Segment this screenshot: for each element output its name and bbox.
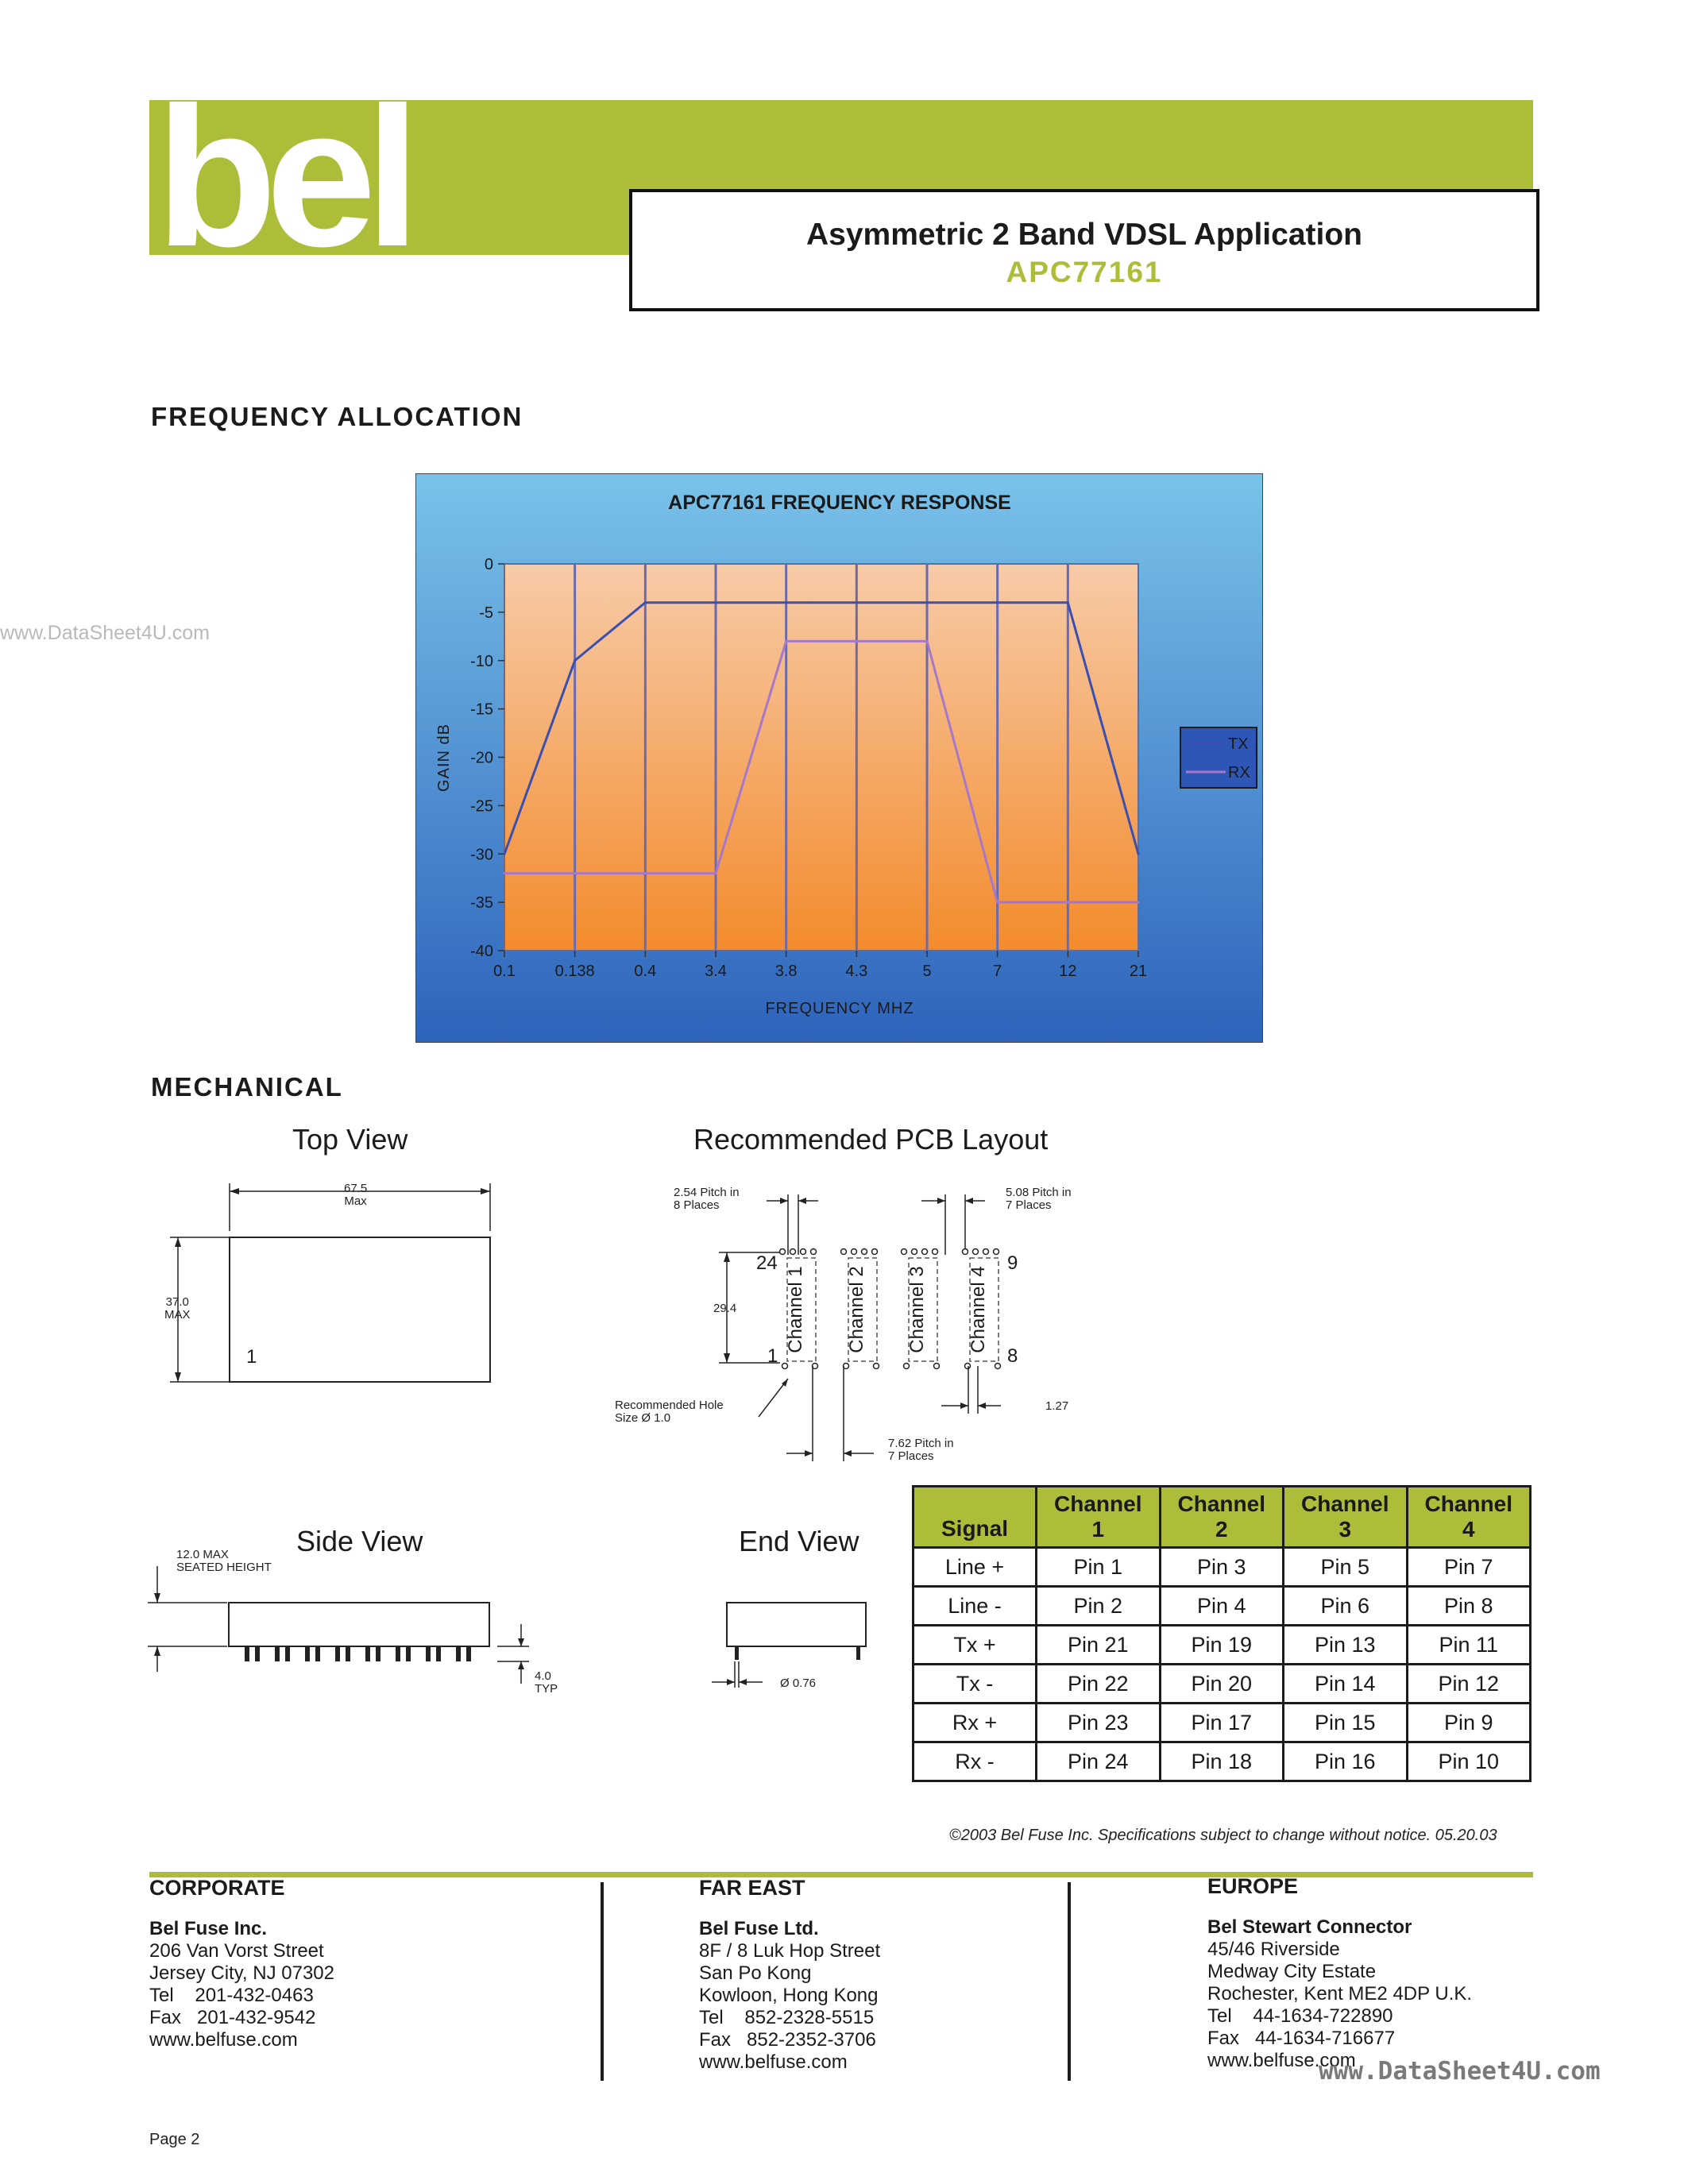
y-tick-label: 0 bbox=[484, 556, 493, 573]
pin-table-header bbox=[914, 1487, 1531, 1548]
x-tick-label: 7 bbox=[993, 963, 1002, 980]
pin-cell: Pin 22 bbox=[1037, 1665, 1161, 1704]
corporate-line: 206 Van Vorst Street bbox=[149, 1940, 324, 1962]
x-tick-label: 3.4 bbox=[705, 963, 727, 980]
data-point-rx bbox=[504, 872, 506, 874]
part-number: APC77161 bbox=[1006, 256, 1163, 288]
side-lead bbox=[346, 1646, 350, 1661]
pin-cell: Pin 8 bbox=[1407, 1587, 1531, 1626]
y-axis-label: GAIN dB bbox=[435, 723, 453, 792]
pcb-hole bbox=[973, 1249, 979, 1255]
table-row bbox=[914, 1626, 1531, 1665]
footer-divider-1 bbox=[601, 1882, 604, 2081]
pin-cell: Pin 15 bbox=[1284, 1704, 1408, 1742]
y-tick-label: -25 bbox=[470, 797, 493, 816]
pcb-hole bbox=[862, 1249, 867, 1255]
pcb-hole bbox=[801, 1249, 806, 1255]
data-point-rx bbox=[644, 872, 647, 874]
signal-cell: Rx + bbox=[914, 1704, 1037, 1742]
pcb-channel-label: Channel 3 bbox=[906, 1266, 928, 1353]
pcb-channel-module bbox=[780, 1249, 818, 1369]
data-point-rx bbox=[715, 872, 717, 874]
pcb-hole bbox=[904, 1364, 910, 1369]
pin-cell: Pin 12 bbox=[1407, 1665, 1531, 1704]
top-pin1-label: 1 bbox=[246, 1346, 257, 1368]
pcb-channel-module bbox=[902, 1249, 940, 1369]
signal-cell: Line - bbox=[914, 1587, 1037, 1626]
corporate-line: Jersey City, NJ 07302 bbox=[149, 1962, 334, 1984]
section-mechanical: MECHANICAL bbox=[151, 1072, 343, 1102]
fareast-line: Kowloon, Hong Kong bbox=[699, 1985, 879, 2006]
footer-divider-2 bbox=[1068, 1882, 1071, 2081]
fareast-tel: Tel 852-2328-5515 bbox=[699, 2007, 875, 2028]
pcb-pin-24: 24 bbox=[756, 1252, 778, 1274]
legend-tx-label: TX bbox=[1228, 735, 1249, 753]
legend bbox=[1180, 727, 1257, 788]
y-tick-label: -40 bbox=[470, 943, 493, 960]
side-lead bbox=[365, 1646, 370, 1661]
data-point-rx bbox=[574, 872, 576, 874]
x-tick-label: 0.138 bbox=[554, 963, 595, 980]
signal-cell: Line + bbox=[914, 1548, 1037, 1587]
pcb-pitch-left: 2.54 Pitch in 8 Places bbox=[674, 1186, 740, 1212]
footer-europe bbox=[1207, 1871, 1472, 2072]
pin-cell: Pin 3 bbox=[1160, 1548, 1284, 1587]
x-tick-label: 5 bbox=[922, 963, 932, 980]
side-lead bbox=[376, 1646, 380, 1661]
table-row bbox=[914, 1704, 1531, 1742]
side-lead bbox=[456, 1646, 461, 1661]
pin-cell: Pin 19 bbox=[1160, 1626, 1284, 1665]
pcb-pitch-right: 5.08 Pitch in 7 Places bbox=[1006, 1186, 1072, 1212]
data-point-rx bbox=[1067, 901, 1069, 904]
end-view-body bbox=[727, 1603, 866, 1646]
data-point-tx bbox=[996, 601, 999, 604]
data-point-tx bbox=[1067, 601, 1069, 604]
table-row bbox=[914, 1665, 1531, 1704]
side-lead bbox=[466, 1646, 471, 1661]
pcb-hole bbox=[874, 1364, 879, 1369]
europe-line: 45/46 Riverside bbox=[1207, 1939, 1340, 1960]
fareast-fax: Fax 852-2352-3706 bbox=[699, 2029, 876, 2051]
side-height-dim: 12.0 MAX SEATED HEIGHT bbox=[176, 1548, 272, 1574]
pcb-pitch-bottom: 7.62 Pitch in 7 Places bbox=[888, 1437, 954, 1463]
y-tick-label: -10 bbox=[470, 652, 493, 670]
europe-line: Medway City Estate bbox=[1207, 1961, 1377, 1982]
data-point-tx bbox=[785, 601, 787, 604]
pcb-hole-note: Recommended Hole Size Ø 1.0 bbox=[615, 1399, 724, 1425]
side-lead bbox=[275, 1646, 280, 1661]
pin-cell: Pin 4 bbox=[1160, 1587, 1284, 1626]
top-view-drawing bbox=[159, 1175, 500, 1398]
europe-company: Bel Stewart Connector bbox=[1207, 1916, 1412, 1938]
table-row bbox=[914, 1587, 1531, 1626]
pcb-offset-dim: 1.27 bbox=[1045, 1399, 1069, 1413]
x-axis-label: FREQUENCY MHZ bbox=[765, 1000, 914, 1017]
pcb-hole bbox=[852, 1249, 857, 1255]
y-tick-label: -30 bbox=[470, 846, 493, 864]
pcb-hole bbox=[934, 1364, 940, 1369]
data-point-tx bbox=[715, 601, 717, 604]
side-lead bbox=[285, 1646, 290, 1661]
pcb-hole bbox=[790, 1249, 796, 1255]
pcb-hole bbox=[872, 1249, 878, 1255]
pcb-title: Recommended PCB Layout bbox=[693, 1123, 1049, 1156]
pcb-hole bbox=[963, 1249, 968, 1255]
data-point-tx bbox=[504, 853, 506, 855]
x-tick-label: 21 bbox=[1129, 963, 1148, 980]
pcb-hole bbox=[841, 1249, 847, 1255]
pcb-hole bbox=[782, 1364, 788, 1369]
chart-title: APC77161 FREQUENCY RESPONSE bbox=[668, 492, 1011, 514]
side-lead bbox=[255, 1646, 260, 1661]
side-lead bbox=[305, 1646, 310, 1661]
pcb-channel-label: Channel 2 bbox=[846, 1266, 867, 1353]
pin-cell: Pin 11 bbox=[1407, 1626, 1531, 1665]
pcb-hole bbox=[902, 1249, 907, 1255]
header-channel-1: Channel 1 bbox=[1037, 1487, 1161, 1548]
pcb-channel-module bbox=[841, 1249, 879, 1369]
side-view-drawing bbox=[148, 1557, 545, 1700]
x-tick-label: 0.1 bbox=[493, 963, 516, 980]
frequency-chart bbox=[415, 473, 1263, 1043]
pcb-pin-9: 9 bbox=[1007, 1252, 1018, 1274]
pcb-hole bbox=[780, 1249, 786, 1255]
pin-cell: Pin 10 bbox=[1407, 1742, 1531, 1781]
fareast-line: San Po Kong bbox=[699, 1962, 812, 1984]
signal-cell: Rx - bbox=[914, 1742, 1037, 1781]
pin-cell: Pin 18 bbox=[1160, 1742, 1284, 1781]
page-number: Page 2 bbox=[149, 2131, 200, 2148]
data-point-tx bbox=[1138, 853, 1140, 855]
end-view-title: End View bbox=[739, 1525, 859, 1557]
europe-line: Rochester, Kent ME2 4DP U.K. bbox=[1207, 1983, 1473, 2005]
fareast-company: Bel Fuse Ltd. bbox=[699, 1918, 819, 1939]
pin-cell: Pin 1 bbox=[1037, 1548, 1161, 1587]
data-point-tx bbox=[856, 601, 858, 604]
corporate-tel: Tel 201-432-0463 bbox=[149, 1985, 314, 2006]
y-tick-label: -5 bbox=[479, 604, 493, 622]
pin-cell: Pin 16 bbox=[1284, 1742, 1408, 1781]
pcb-layout-drawing bbox=[604, 1175, 1096, 1477]
signal-cell: Tx + bbox=[914, 1626, 1037, 1665]
fareast-url[interactable]: www.belfuse.com bbox=[699, 2051, 848, 2073]
pin-table bbox=[912, 1485, 1532, 1782]
y-tick-label: -15 bbox=[470, 700, 493, 719]
corporate-company: Bel Fuse Inc. bbox=[149, 1918, 268, 1939]
watermark-left: www.DataSheet4U.com bbox=[0, 622, 211, 644]
bel-logo bbox=[149, 100, 626, 255]
side-lead bbox=[426, 1646, 431, 1661]
y-tick-label: -35 bbox=[470, 894, 493, 913]
data-point-rx bbox=[926, 640, 929, 642]
legend-rx-label: RX bbox=[1228, 764, 1250, 781]
side-lead bbox=[396, 1646, 400, 1661]
fareast-line: 8F / 8 Luk Hop Street bbox=[699, 1940, 881, 1962]
corporate-url[interactable]: www.belfuse.com bbox=[149, 2029, 298, 2051]
data-point-tx bbox=[574, 659, 576, 662]
data-point-rx bbox=[996, 901, 999, 904]
header-channel-4: Channel 4 bbox=[1407, 1487, 1531, 1548]
side-lead bbox=[245, 1646, 249, 1661]
pcb-channel-label: Channel 1 bbox=[785, 1266, 806, 1353]
pin-cell: Pin 14 bbox=[1284, 1665, 1408, 1704]
top-height-dim: 37.0 MAX bbox=[164, 1295, 191, 1322]
section-frequency: FREQUENCY ALLOCATION bbox=[151, 402, 523, 431]
pcb-channel-label: Channel 4 bbox=[968, 1266, 989, 1353]
europe-tel: Tel 44-1634-722890 bbox=[1207, 2005, 1393, 2027]
data-point-tx bbox=[926, 601, 929, 604]
pin-cell: Pin 21 bbox=[1037, 1626, 1161, 1665]
europe-heading: EUROPE bbox=[1207, 1874, 1299, 1898]
europe-url[interactable]: www.belfuse.com bbox=[1207, 2050, 1356, 2071]
pcb-hole bbox=[922, 1249, 928, 1255]
fareast-heading: FAR EAST bbox=[699, 1876, 805, 1900]
pin-cell: Pin 2 bbox=[1037, 1587, 1161, 1626]
data-point-rx bbox=[785, 640, 787, 642]
side-lead bbox=[436, 1646, 441, 1661]
data-point-rx bbox=[856, 640, 858, 642]
pin-cell: Pin 6 bbox=[1284, 1587, 1408, 1626]
pcb-pin-8: 8 bbox=[1007, 1345, 1018, 1367]
x-tick-label: 12 bbox=[1059, 963, 1077, 980]
watermark-bottom: www.DataSheet4U.com bbox=[1319, 2057, 1601, 2086]
pcb-hole bbox=[983, 1249, 989, 1255]
side-lead bbox=[315, 1646, 320, 1661]
signal-cell: Tx - bbox=[914, 1665, 1037, 1704]
title-box bbox=[629, 189, 1539, 311]
page-title: Asymmetric 2 Band VDSL Application bbox=[805, 218, 1362, 252]
pcb-hole bbox=[933, 1249, 938, 1255]
x-tick-label: 0.4 bbox=[634, 963, 657, 980]
top-view-body bbox=[230, 1237, 490, 1382]
pcb-pin-1: 1 bbox=[767, 1345, 778, 1367]
pin-cell: Pin 7 bbox=[1407, 1548, 1531, 1587]
pin-cell: Pin 23 bbox=[1037, 1704, 1161, 1742]
pcb-hole bbox=[994, 1249, 999, 1255]
pin-cell: Pin 5 bbox=[1284, 1548, 1408, 1587]
pin-cell: Pin 17 bbox=[1160, 1704, 1284, 1742]
side-view-title: Side View bbox=[296, 1525, 423, 1557]
pin-cell: Pin 13 bbox=[1284, 1626, 1408, 1665]
table-row bbox=[914, 1742, 1531, 1781]
header-channel-2: Channel 2 bbox=[1160, 1487, 1284, 1548]
plot-area bbox=[504, 564, 1138, 951]
end-lead-dim: Ø 0.76 bbox=[780, 1677, 817, 1690]
top-view-title: Top View bbox=[292, 1123, 408, 1156]
corporate-heading: CORPORATE bbox=[149, 1876, 285, 1900]
footer-far-east bbox=[699, 1873, 880, 2074]
x-tick-label: 3.8 bbox=[774, 963, 798, 980]
header-channel-3: Channel 3 bbox=[1284, 1487, 1408, 1548]
pcb-channel-module bbox=[963, 1249, 1001, 1369]
pin-cell: Pin 20 bbox=[1160, 1665, 1284, 1704]
corporate-fax: Fax 201-432-9542 bbox=[149, 2007, 316, 2028]
logo-text: bel bbox=[156, 100, 410, 255]
x-tick-label: 4.3 bbox=[845, 963, 868, 980]
side-lead-dim: 4.0 TYP bbox=[535, 1669, 558, 1696]
copyright: ©2003 Bel Fuse Inc. Specifications subject to change without notice. 05.20.03 bbox=[949, 1827, 1497, 1844]
header-signal: Signal bbox=[914, 1487, 1037, 1548]
y-tick-label: -20 bbox=[470, 749, 493, 767]
data-point-tx bbox=[644, 601, 647, 604]
pcb-hole bbox=[995, 1364, 1001, 1369]
pcb-hole bbox=[912, 1249, 917, 1255]
side-lead bbox=[406, 1646, 411, 1661]
side-lead bbox=[335, 1646, 340, 1661]
top-width-dim: 67.5 Max bbox=[344, 1182, 368, 1208]
footer-corporate bbox=[149, 1873, 334, 2051]
side-view-body bbox=[229, 1603, 489, 1646]
pin-cell: Pin 24 bbox=[1037, 1742, 1161, 1781]
pin-cell: Pin 9 bbox=[1407, 1704, 1531, 1742]
pcb-hole bbox=[811, 1249, 817, 1255]
pcb-hole bbox=[965, 1364, 971, 1369]
pcb-height-dim: 29.4 bbox=[713, 1302, 737, 1315]
europe-fax: Fax 44-1634-716677 bbox=[1207, 2028, 1396, 2049]
table-row bbox=[914, 1548, 1531, 1587]
data-point-rx bbox=[1138, 901, 1140, 904]
